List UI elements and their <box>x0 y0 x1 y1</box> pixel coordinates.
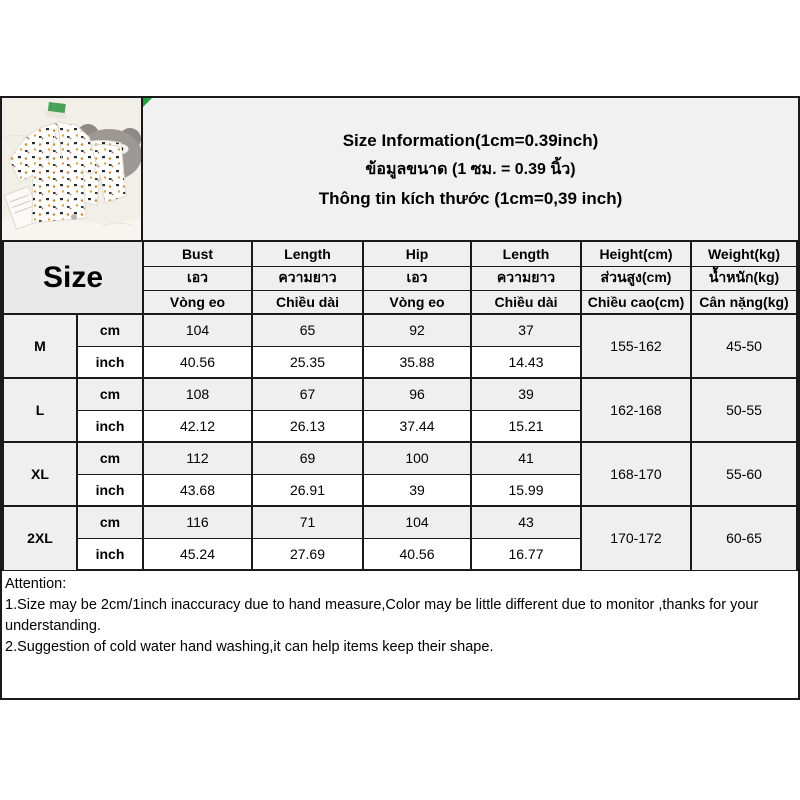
pajama-photo-illustration <box>2 98 141 240</box>
cell-value: 35.88 <box>363 346 471 378</box>
header-row <box>2 98 798 242</box>
unit-inch: inch <box>77 538 143 570</box>
col-header-height-th: ส่วนสูง(cm) <box>581 266 691 290</box>
unit-inch: inch <box>77 346 143 378</box>
height-range: 168-170 <box>581 442 691 506</box>
height-range: 162-168 <box>581 378 691 442</box>
col-header-length2-vi: Chiều dài <box>471 290 581 314</box>
table-row <box>3 378 797 410</box>
col-header-hip-vi: Vòng eo <box>363 290 471 314</box>
size-label-2xl: 2XL <box>3 506 77 570</box>
col-header-length-vi: Chiều dài <box>252 290 363 314</box>
col-header-height-vi: Chiều cao(cm) <box>581 290 691 314</box>
size-label-m: M <box>3 314 77 378</box>
cell-value: 39 <box>471 378 581 410</box>
cell-value: 100 <box>363 442 471 474</box>
cell-value: 116 <box>143 506 252 538</box>
col-header-hip-th: เอว <box>363 266 471 290</box>
col-header-length-th: ความยาว <box>252 266 363 290</box>
cell-value: 42.12 <box>143 410 252 442</box>
cell-value: 43 <box>471 506 581 538</box>
size-corner-cell: Size <box>3 242 143 314</box>
cell-value: 14.43 <box>471 346 581 378</box>
col-header-bust: Bust <box>143 242 252 266</box>
cell-value: 39 <box>363 474 471 506</box>
col-header-height: Height(cm) <box>581 242 691 266</box>
attention-notes <box>2 571 798 698</box>
table-row <box>3 314 797 346</box>
cell-value: 41 <box>471 442 581 474</box>
unit-cm: cm <box>77 314 143 346</box>
title-english: Size Information(1cm=0.39inch) <box>342 130 599 150</box>
unit-cm: cm <box>77 378 143 410</box>
table-row <box>3 442 797 474</box>
attention-heading: Attention: <box>5 576 67 592</box>
col-header-bust-th: เอว <box>143 266 252 290</box>
col-header-length2: Length <box>471 242 581 266</box>
size-label-xl: XL <box>3 442 77 506</box>
weight-range: 50-55 <box>691 378 797 442</box>
height-range: 155-162 <box>581 314 691 378</box>
cell-value: 27.69 <box>252 538 363 570</box>
size-label-l: L <box>3 378 77 442</box>
cell-value: 65 <box>252 314 363 346</box>
weight-range: 60-65 <box>691 506 797 570</box>
col-header-bust-vi: Vòng eo <box>143 290 252 314</box>
size-info-title-block <box>143 98 798 240</box>
cell-value: 108 <box>143 378 252 410</box>
green-corner-flag-icon <box>143 98 152 107</box>
attention-line-2: 2.Suggestion of cold water hand washing,it can help items keep their shape. <box>5 639 494 655</box>
cell-value: 45.24 <box>143 538 252 570</box>
title-thai: ข้อมูลขนาด (1 ซม. = 0.39 นิ้ว) <box>365 160 576 178</box>
col-header-weight-vi: Cân nặng(kg) <box>691 290 797 314</box>
cell-value: 69 <box>252 442 363 474</box>
col-header-weight: Weight(kg) <box>691 242 797 266</box>
cell-value: 96 <box>363 378 471 410</box>
cell-value: 25.35 <box>252 346 363 378</box>
attention-line-1: 1.Size may be 2cm/1inch inaccuracy due to hand measure,Color may be little different due to monitor ,thanks for your understanding. <box>5 597 759 634</box>
title-vietnamese: Thông tin kích thước (1cm=0,39 inch) <box>318 188 623 208</box>
cell-value: 104 <box>363 506 471 538</box>
cell-value: 26.13 <box>252 410 363 442</box>
height-range: 170-172 <box>581 506 691 570</box>
unit-inch: inch <box>77 474 143 506</box>
cell-value: 40.56 <box>363 538 471 570</box>
weight-range: 45-50 <box>691 314 797 378</box>
cell-value: 92 <box>363 314 471 346</box>
unit-cm: cm <box>77 506 143 538</box>
unit-inch: inch <box>77 410 143 442</box>
cell-value: 43.68 <box>143 474 252 506</box>
cell-value: 112 <box>143 442 252 474</box>
col-header-length2-th: ความยาว <box>471 266 581 290</box>
cell-value: 15.21 <box>471 410 581 442</box>
weight-range: 55-60 <box>691 442 797 506</box>
cell-value: 37.44 <box>363 410 471 442</box>
cell-value: 37 <box>471 314 581 346</box>
cell-value: 16.77 <box>471 538 581 570</box>
cell-value: 67 <box>252 378 363 410</box>
col-header-length: Length <box>252 242 363 266</box>
size-chart-sheet <box>0 96 800 700</box>
table-header-english <box>3 242 797 266</box>
cell-value: 26.91 <box>252 474 363 506</box>
cell-value: 15.99 <box>471 474 581 506</box>
col-header-weight-th: น้ำหนัก(kg) <box>691 266 797 290</box>
cell-value: 104 <box>143 314 252 346</box>
unit-cm: cm <box>77 442 143 474</box>
cell-value: 71 <box>252 506 363 538</box>
product-photo <box>2 98 143 240</box>
cell-value: 40.56 <box>143 346 252 378</box>
table-row <box>3 506 797 538</box>
size-table <box>2 242 798 571</box>
col-header-hip: Hip <box>363 242 471 266</box>
